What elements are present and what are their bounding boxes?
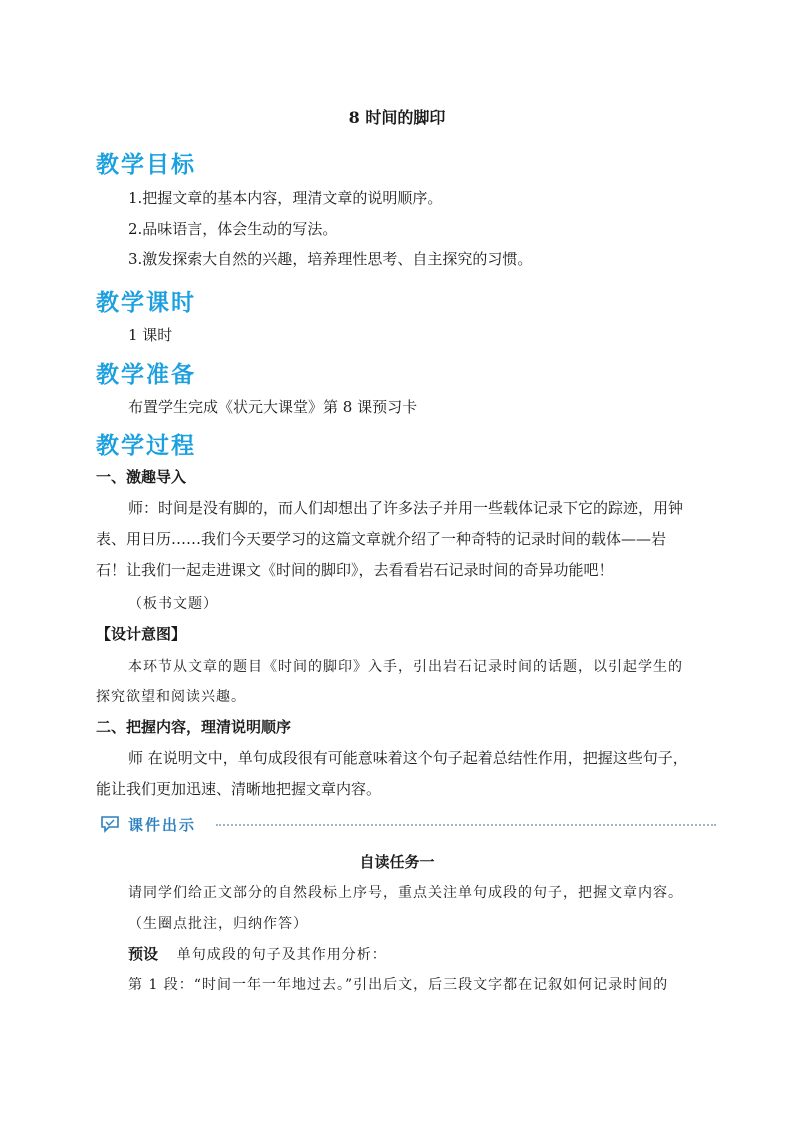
paragraph-1-analysis: 第 1 段：“时间一年一年地过去。”引出后文，后三段文字都在记叙如何记录时间的 (128, 977, 669, 993)
task-line-1: 请同学们给正文部分的自然段标上序号，重点关注单句成段的句子，把握文章内容。 (128, 885, 683, 901)
courseware-banner-label: 课件出示 (128, 816, 197, 834)
hours-text: 1 课时 (128, 326, 173, 344)
chat-bubble-icon (100, 815, 120, 833)
section-1-note: （板书文题） (128, 596, 218, 612)
prep-text: 布置学生完成《状元大课堂》第 8 课预习卡 (128, 398, 418, 416)
section-2-line-1: 师 在说明文中，单句成段很有可能意味着这个句子起着总结性作用，把握这些句子， (128, 749, 688, 767)
design-intent-line-1: 本环节从文章的题目《时间的脚印》入手，引出岩石记录时间的话题，以引起学生的 (128, 659, 683, 675)
heading-hours: 教学课时 (96, 290, 196, 316)
preset-text: 单句成段的句子及其作用分析： (176, 947, 387, 963)
task-line-2: （生圈点批注，归纳作答） (128, 916, 308, 932)
heading-prep: 教学准备 (96, 362, 196, 388)
heading-process: 教学过程 (96, 433, 196, 459)
design-intent-title: 【设计意图】 (96, 625, 187, 643)
heading-goals: 教学目标 (96, 152, 196, 178)
courseware-banner (100, 814, 716, 834)
section-2-title: 二、把握内容，理清说明顺序 (96, 718, 292, 736)
section-2-line-2: 能让我们更加迅速、清晰地把握文章内容。 (96, 780, 382, 798)
goal-item-1: 1.把握文章的基本内容，理清文章的说明顺序。 (128, 189, 443, 207)
lesson-title: 8 时间的脚印 (348, 108, 446, 127)
section-1-line-1: 师：时间是没有脚的，而人们却想出了许多法子并用一些载体记录下它的踪迹，用钟 (128, 499, 684, 517)
goal-item-3: 3.激发探索大自然的兴趣，培养理性思考、自主探究的习惯。 (128, 250, 533, 268)
preset-label: 预设 (128, 945, 159, 963)
preset-row (128, 943, 387, 964)
section-1-line-2: 表、用日历……我们今天要学习的这篇文章就介绍了一种奇特的记录时间的载体——岩 (96, 530, 667, 548)
section-1-line-3: 石！让我们一起走进课文《时间的脚印》，去看看岩石记录时间的奇异功能吧！ (96, 561, 614, 579)
task-title: 自读任务一 (359, 853, 435, 871)
section-1-title: 一、激趣导入 (96, 468, 187, 486)
goal-item-2: 2.品味语言，体会生动的写法。 (128, 220, 338, 238)
design-intent-line-2: 探究欲望和阅读兴趣。 (96, 689, 246, 705)
banner-divider (216, 824, 716, 826)
